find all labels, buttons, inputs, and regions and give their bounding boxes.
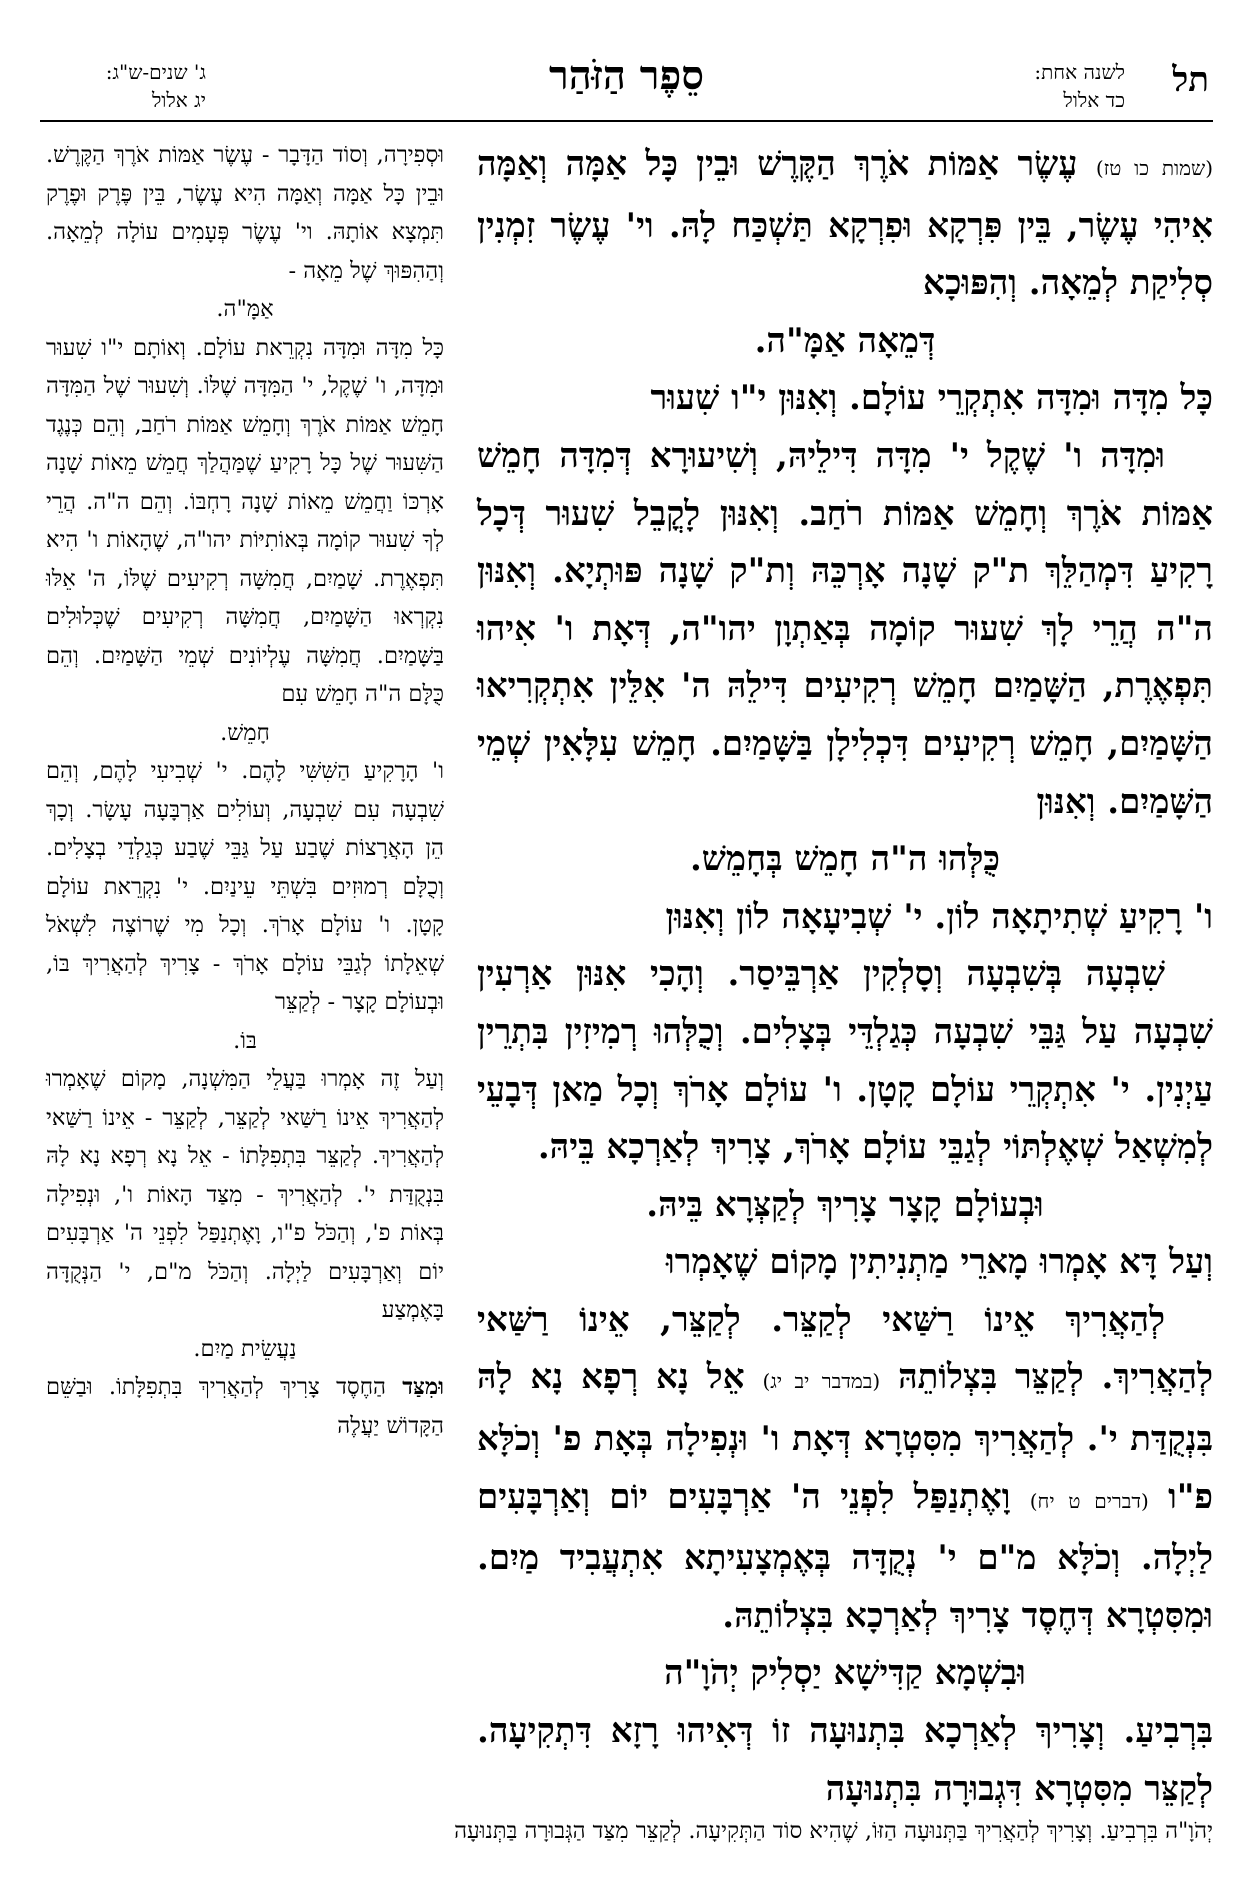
main-paragraph: וּבִשְׁמָא קַדִּישָׁא יַסְלִיק יְהֹוָ"ה xyxy=(664,1653,1026,1694)
main-paragraph: בִּרְבִיעַ. וְצָרִיךְ לְאַרְכָא בִּתְנוּעָה זוֹ דְּאִיהוּ רָזָא דִּתְקִיעָה. לְקַצֵּר מִסִּטְרָא דִּגְבוּרָה בִּתְנוּעָה xyxy=(477,1711,1213,1809)
reading-schedule-one-year: לשנה אחת: xyxy=(1034,60,1125,84)
side-text: הַחֶסֶד צָרִיךְ לְהַאֲרִיךְ בִּתְפִלָּתוֹ. וּבַשֵּׁם הַקָּדוֹשׁ יַעֲלֶה xyxy=(46,1374,444,1439)
main-text: וָאֶתְנַפַּל לִפְנֵי ה' אַרְבָּעִים יוֹם וְאַרְבָּעִים לַיְלָה. וְכֹלָּא מ"ם י' נְקֻדָּה בְּאֶמְצָעִיתָא אִתְעֲבִיד מַיִם. וּמִסִּטְרָא דְּחֶסֶד צָרִיךְ לְאַרְכָא בִּצְלוֹתֵהּ. xyxy=(477,1476,1213,1636)
reading-schedule-three-year: ג' שנים-ש"ג: xyxy=(105,60,206,84)
side-paragraph: ו' הָרָקִיעַ הַשִּׁשִּׁי לָהֶם. י' שְׁבִיעִי לָהֶם, וְהֵם שִׁבְעָה עִם שִׁבְעָה, וְעוֹלִים אַרְבָּעָה עָשָׂר. וְכָךְ הֵן הָאֲרָצוֹת שֶׁבַע עַל גַּבֵּי שֶׁבַע כְּגַלְדֵי בְצָלִים. וְכֻלָּם רְמוּזִים בִּשְׁתֵּי עֵינַיִם. י' נִקְרֵאת עוֹלָם קָטָן. ו' עוֹלָם אָרֹךְ. וְכָל מִי שֶׁרוֹצֶה לִשְׁאֹל שְׁאֵלָתוֹ לְגַבֵּי עוֹלָם אָרֹךְ - צָרִיךְ לְהַאֲרִיךְ בּוֹ, וּבְעוֹלָם קָצָר - לְקַצֵּר xyxy=(46,758,444,1015)
side-paragraph-end: בּוֹ. xyxy=(233,1027,257,1054)
main-paragraph xyxy=(477,136,1213,313)
main-text: אֵל נָא רְפָא נָא לָהּ בִּנְקֻדַּת י'. לְהַאֲרִיךְ מִסִּטְרָא דְּאָת ו' וּנְפִילָה בְּאָת פ' וְכֹלָּא פ"ו xyxy=(477,1357,1214,1517)
footer-line: יְהֹוָ"ה בִּרְבִיעַ. וְצָרִיךְ לְהַאֲרִיךְ בַּתְּנוּעָה הַזּוֹ, שֶׁהִיא סוֹד הַתְּקִיעָה. לְקַצֵּר מִצַּד הַגְּבוּרָה בַּתְּנוּעָה xyxy=(454,1818,1213,1844)
reading-date-one-year: כד אלול xyxy=(1063,88,1125,112)
header-left xyxy=(46,58,206,114)
main-paragraph: כָּל מִדָּה וּמִדָּה אִתְקְרֵי עוֹלָם. וְאִנּוּן י"ו שִׁעוּר xyxy=(650,378,1213,419)
header-rule xyxy=(40,120,1213,122)
side-paragraph: וּסְפִירָה, וְסוֹד הַדָּבָר - עֶשֶׂר אַמּוֹת אֹרֶךְ הַקֶּרֶשׁ. וּבֵין כָּל אַמָּה וְאַמָּה הִיא עֶשֶׂר, בֵּין פֶּרֶק וּפֶרֶק תִּמְצָא אוֹתָהּ. וי' עֶשֶׂר פְּעָמִים עוֹלָה לְמֵאָה. וְהַהִפּוּךְ שֶׁל מֵאָה - xyxy=(46,142,444,284)
main-paragraph-end: כֻּלְּהוּ ה"ה חָמֵשׁ בְּחָמֵשׁ. xyxy=(689,839,1001,880)
verse-reference: (במדבר יב יג) xyxy=(762,1369,881,1394)
main-column xyxy=(477,136,1213,1818)
side-paragraph: כָּל מִדָּה וּמִדָּה נִקְרֵאת עוֹלָם. וְאוֹתָם י"ו שִׁעוּר וּמִדָּה, ו' שֶׁקֶל, י' הַמִּדָּה שֶׁלּוֹ. וְשִׁעוּר שֶׁל הַמִּדָּה חָמֵשׁ אַמּוֹת אֹרֶךְ וְחָמֵשׁ אַמּוֹת רֹחַב, וְהֵם כְּנֶגֶד הַשִּׁעוּר שֶׁל כָּל רָקִיעַ שֶׁמַּהֲלַךְ חֲמֵשׁ מֵאוֹת שָׁנָה אָרְכּוֹ וַחֲמֵשׁ מֵאוֹת שָׁנָה רָחְבּוֹ. וְהֵם ה"ה. הֲרֵי לְךָ שִׁעוּר קוֹמָה בְּאוֹתִיּוֹת יהו"ה, שֶׁהָאוֹת ו' הִיא תִּפְאֶרֶת. שָׁמַיִם, חֲמִשָּׁה רְקִיעִים שֶׁלּוֹ, ה' אֵלּוּ נִקְרְאוּ הַשָּׁמַיִם, חֲמִשָּׁה רְקִיעִים שֶׁכְּלוּלִים בַּשָּׁמַיִם. חֲמִשָּׁה עֶלְיוֹנִים שְׁמֵי הַשָּׁמַיִם. וְהֵם כֻּלָּם ה"ה חָמֵשׁ עִם xyxy=(46,334,444,707)
side-paragraph-end: נַעֲשֵׂית מַיִם. xyxy=(193,1335,297,1362)
page-number: תל xyxy=(1172,60,1209,100)
main-paragraph: שִׁבְעָה בְּשִׁבְעָה וְסָלְקִין אַרְבֵּיסַר. וְהָכִי אִנּוּן אַרְעִין שִׁבְעָה עַל גַּבֵּי שִׁבְעָה כְּגַלְדֵּי בְּצָלִים. וְכֻלְּהוּ רְמִיזִין בִּתְרֵין עַיְנִין. י' אִתְקְרֵי עוֹלָם קָטָן. ו' עוֹלָם אָרֹךְ וְכָל מַאן דְּבָעֵי לְמִשְׁאַל שְׁאֶלְתּוֹי לְגַבֵּי עוֹלָם אָרֹךְ, צָרִיךְ לְאַרְכָא בֵּיהּ. xyxy=(477,954,1213,1168)
side-paragraph xyxy=(46,1368,444,1445)
book-title: סֵפֶר הַזֹּהַר xyxy=(549,52,704,99)
main-text: לְהַאֲרִיךְ אֵינוֹ רַשַּׁאי לְקַצֵּר. לְקַצֵּר, אֵינוֹ רַשַּׁאי לְהַאֲרִיךְ. לְקַצֵּר בִּצְלוֹתֵהּ xyxy=(477,1299,1213,1398)
reading-date-three-year: יג אלול xyxy=(151,88,206,112)
side-paragraph: וְעַל זֶה אָמְרוּ בַּעֲלֵי הַמִּשְׁנָה, מָקוֹם שֶׁאָמְרוּ לְהַאֲרִיךְ אֵינוֹ רַשַּׁאי לְקַצֵּר, לְקַצֵּר - אֵינוֹ רַשַּׁאי לְהַאֲרִיךְ. לְקַצֵּר בִּתְפִלָּתוֹ - אֵל נָא רְפָא נָא לָהּ בִּנְקֻדַּת י'. לְהַאֲרִיךְ - מִצַּד הָאוֹת ו', וּנְפִילָה בְּאוֹת פ', וְהַכֹּל פ"ו, וָאֶתְנַפַּל לִפְנֵי ה' אַרְבָּעִים יוֹם וְאַרְבָּעִים לַיְלָה. וְהַכֹּל מ"ם, י' הַנְּקֻדָּה בָּאֶמְצַע xyxy=(46,1066,444,1323)
main-text: עֶשֶׂר אַמּוֹת אֹרֶךְ הַקֶּרֶשׁ וּבֵין כָּל אַמָּה וְאַמָּה אִיהִי עֶשֶׂר, בֵּין פִּרְקָא וּפִרְקָא תַּשְׁכַּח לָהּ. וי' עֶשֶׂר זִמְנִין סְלִיקַת לְמֵאָה. וְהִפּוּכָא xyxy=(477,144,1213,304)
main-paragraph: וּמִדָּה ו' שֶׁקֶל י' מִדָּה דִּילֵיהּ, וְשִׁיעוּרָא דְּמִדָּה חָמֵשׁ אַמּוֹת אֹרֶךְ וְחָמֵשׁ אַמּוֹת רֹחַב. וְאִנּוּן לָקֳבֵל שִׁעוּר דְּכָל רָקִיעַ דִּמְהַלֵּךְ ת"ק שָׁנָה אָרְכֵּהּ וְת"ק שָׁנָה פּוּתְיָא. וְאִנּוּן ה"ה הֲרֵי לָךְ שִׁעוּר קוֹמָה בְּאַתְוָן יהו"ה, דְּאָת ו' אִיהוּ תִּפְאֶרֶת, הַשָּׁמַיִם חָמֵשׁ רְקִיעִים דִּילֵהּ ה' אִלֵּין אִתְקְרִיאוּ הַשָּׁמַיִם, חָמֵשׁ רְקִיעִים דִּכְלִילָן בַּשָּׁמַיִם. חָמֵשׁ עִלָּאִין שְׁמֵי הַשָּׁמַיִם. וְאִנּוּן xyxy=(477,435,1213,822)
main-paragraph-end: וּבְעוֹלָם קָצָר צָרִיךְ לְקַצְּרָא בֵּיהּ. xyxy=(646,1184,1044,1225)
verse-reference: (שמות כו טז) xyxy=(1095,156,1213,180)
main-paragraph: ו' רָקִיעַ שְׁתִיתָאָה לוֹן. י' שְׁבִיעָאָה לוֹן וְאִנּוּן xyxy=(665,896,1213,937)
side-lead-word: וּמִצַּד xyxy=(402,1374,444,1400)
main-paragraph: וְעַל דָּא אָמְרוּ מָארֵי מַתְנִיתִין מָקוֹם שֶׁאָמְרוּ xyxy=(666,1242,1213,1283)
verse-reference: (דברים ט יח) xyxy=(1029,1488,1149,1513)
side-column-translation xyxy=(46,136,444,1445)
main-paragraph-end: דְּמֵאָה אַמָּ"ה. xyxy=(754,320,936,361)
side-paragraph-end: אַמָּ"ה. xyxy=(216,296,274,322)
side-paragraph-end: חָמֵשׁ. xyxy=(220,719,270,746)
main-paragraph xyxy=(477,1292,1213,1646)
